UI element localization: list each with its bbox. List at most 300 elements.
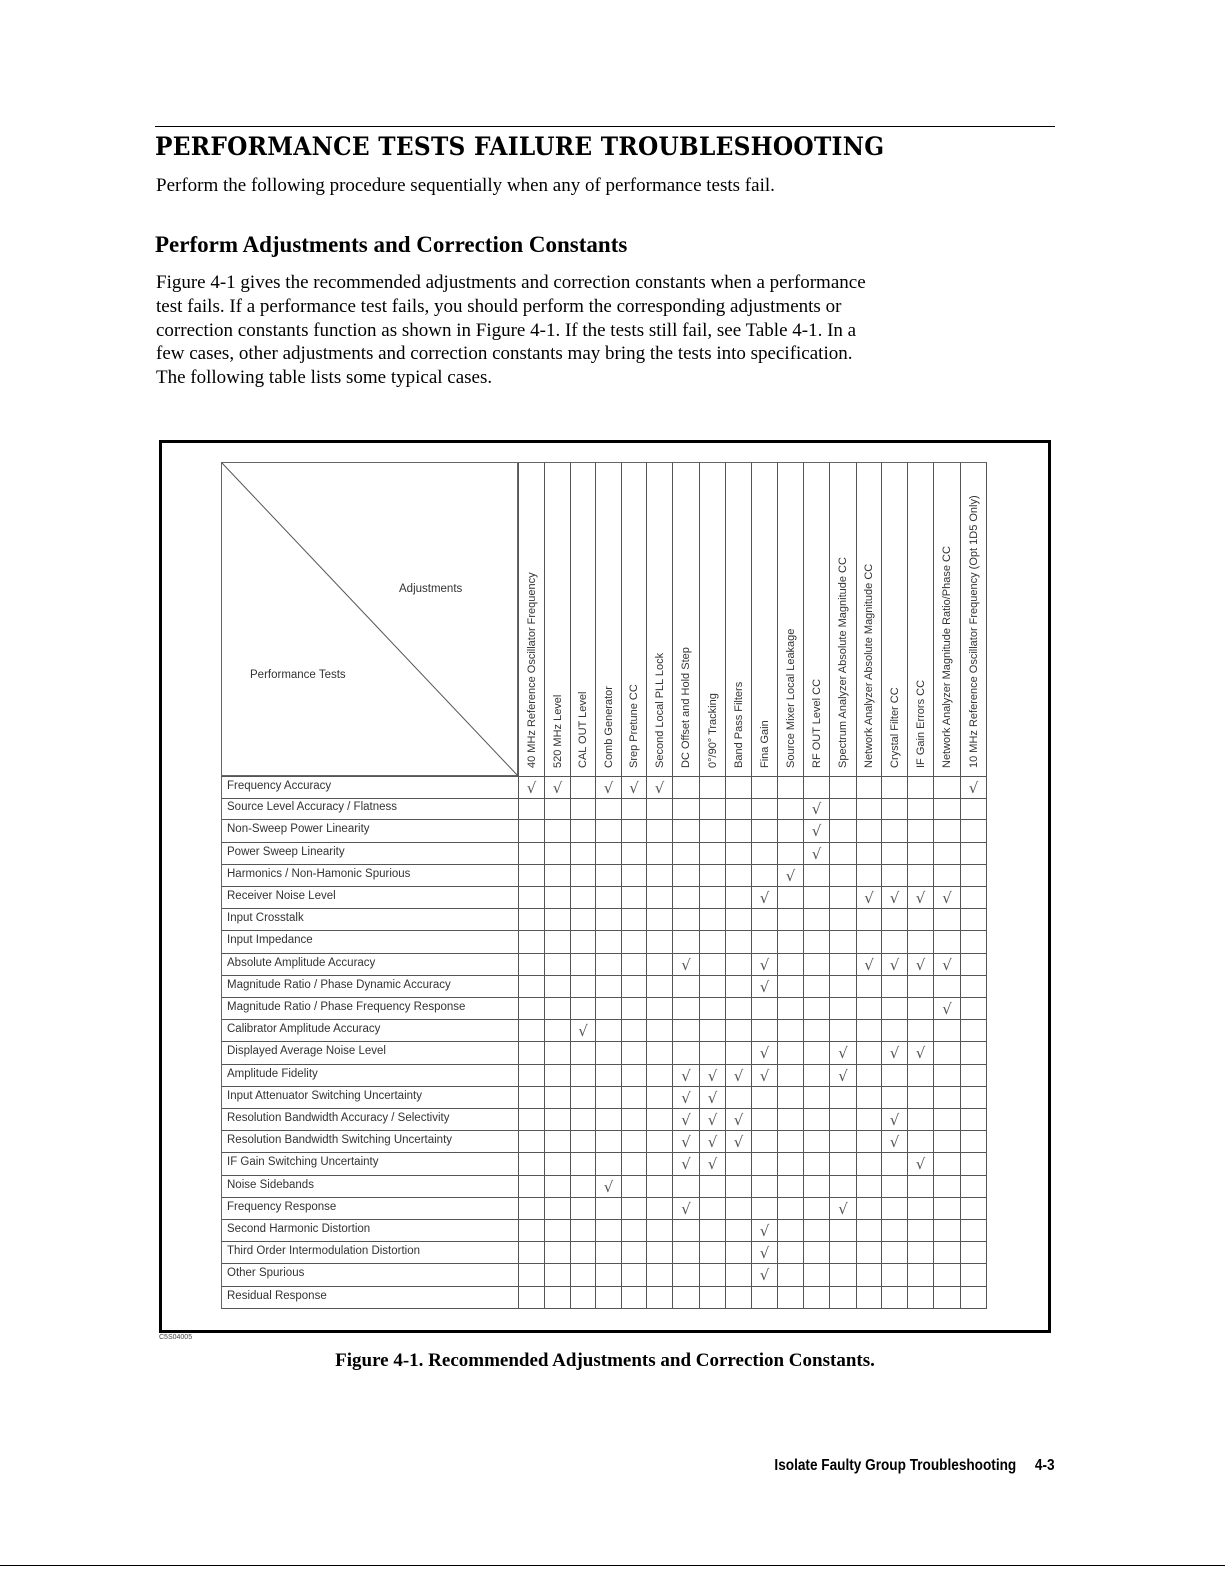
matrix-cell [934, 1109, 961, 1131]
checkmark-icon: √ [908, 1042, 934, 1064]
table-row [221, 798, 987, 820]
matrix-cell [961, 1087, 987, 1109]
matrix-cell [778, 1287, 804, 1309]
column-header [545, 462, 571, 776]
matrix-cell [752, 798, 778, 820]
matrix-cell [622, 798, 647, 820]
matrix-cell [700, 1264, 726, 1286]
matrix-cell [804, 954, 830, 976]
matrix-cell [726, 820, 752, 842]
checkmark-icon: √ [804, 843, 830, 865]
column-header [857, 462, 882, 776]
column-header [752, 462, 778, 776]
matrix-cell [673, 820, 700, 842]
matrix-cell [596, 1065, 622, 1087]
matrix-cell [647, 1220, 673, 1242]
column-header-label: Spectrum Analyzer Absolute Magnitude CC [837, 557, 849, 768]
bottom-rule [0, 1565, 1225, 1566]
matrix-cell [934, 976, 961, 998]
column-header-label: DC Offset and Hold Step [680, 647, 692, 768]
matrix-cell [700, 976, 726, 998]
performance-test-label: Non-Sweep Power Linearity [221, 820, 518, 842]
column-header-label: IF Gain Errors CC [914, 679, 927, 768]
matrix-cell [518, 1087, 545, 1109]
matrix-cell [571, 798, 596, 820]
matrix-cell [545, 998, 571, 1020]
matrix-cell [961, 1153, 987, 1175]
column-header [622, 462, 647, 776]
matrix-cell [647, 909, 673, 931]
matrix-cell [700, 777, 726, 799]
matrix-cell [700, 1220, 726, 1242]
matrix-cell [908, 1109, 934, 1131]
performance-test-label: Second Harmonic Distortion [221, 1220, 518, 1242]
matrix-cell [673, 777, 700, 799]
performance-test-label: Magnitude Ratio / Phase Frequency Response [221, 998, 518, 1020]
matrix-cell [518, 1109, 545, 1131]
matrix-cell [804, 1287, 830, 1309]
matrix-cell [830, 1153, 857, 1175]
matrix-cell [700, 998, 726, 1020]
matrix-cell [596, 1020, 622, 1042]
matrix-cell [518, 1287, 545, 1309]
matrix-cell [700, 798, 726, 820]
matrix-cell [961, 843, 987, 865]
matrix-cell [673, 843, 700, 865]
matrix-cell [571, 1287, 596, 1309]
performance-test-label: Displayed Average Noise Level [221, 1042, 518, 1064]
checkmark-icon: √ [830, 1065, 857, 1087]
matrix-cell [647, 976, 673, 998]
matrix-cell [857, 1153, 882, 1175]
checkmark-icon: √ [882, 1042, 908, 1064]
table-row [221, 1153, 987, 1175]
matrix-cell [934, 1287, 961, 1309]
matrix-cell [804, 976, 830, 998]
matrix-cell [961, 998, 987, 1020]
column-header [882, 462, 908, 776]
matrix-cell [908, 931, 934, 953]
matrix-cell [752, 931, 778, 953]
matrix-cell [518, 931, 545, 953]
table-row [221, 1220, 987, 1242]
matrix-cell [778, 909, 804, 931]
matrix-cell [647, 1020, 673, 1042]
matrix-cell [830, 1287, 857, 1309]
checkmark-icon: √ [700, 1153, 726, 1175]
matrix-cell [830, 1242, 857, 1264]
checkmark-icon: √ [908, 954, 934, 976]
checkmark-icon: √ [700, 1087, 726, 1109]
matrix-cell [518, 998, 545, 1020]
matrix-cell [647, 1242, 673, 1264]
matrix-cell [857, 820, 882, 842]
matrix-cell [857, 1087, 882, 1109]
column-header-label: Fina Gain [758, 720, 771, 768]
column-header-label: Second Local PLL Lock [653, 652, 666, 768]
matrix-cell [545, 1242, 571, 1264]
matrix-cell [647, 1198, 673, 1220]
column-header [908, 462, 934, 776]
matrix-cell [934, 1042, 961, 1064]
checkmark-icon: √ [673, 1198, 700, 1220]
column-header-label: Source Mixer Local Leakage [784, 628, 797, 768]
column-header-label: 40 MHz Reference Oscillator Frequency [525, 572, 538, 768]
matrix-cell [673, 865, 700, 887]
matrix-cell [518, 865, 545, 887]
matrix-cell [571, 954, 596, 976]
column-header [934, 462, 961, 776]
matrix-cell [857, 976, 882, 998]
matrix-cell [622, 998, 647, 1020]
matrix-cell [726, 954, 752, 976]
matrix-cell [830, 865, 857, 887]
matrix-cell [700, 1198, 726, 1220]
matrix-cell [882, 1198, 908, 1220]
matrix-cell [518, 1065, 545, 1087]
matrix-cell [804, 1153, 830, 1175]
matrix-cell [934, 1176, 961, 1198]
matrix-cell [726, 998, 752, 1020]
matrix-cell [752, 843, 778, 865]
table-row [221, 1020, 987, 1042]
matrix-cell [934, 1153, 961, 1175]
matrix-cell [622, 865, 647, 887]
matrix-cell [908, 1020, 934, 1042]
matrix-cell [622, 1220, 647, 1242]
table-row [221, 954, 987, 976]
matrix-cell [882, 865, 908, 887]
matrix-cell [622, 1176, 647, 1198]
matrix-cell [726, 1020, 752, 1042]
matrix-cell [934, 820, 961, 842]
matrix-cell [830, 1109, 857, 1131]
matrix-cell [804, 865, 830, 887]
matrix-cell [726, 909, 752, 931]
matrix-cell [647, 865, 673, 887]
performance-tests-axis-label: Performance Tests [250, 669, 346, 681]
matrix-cell [752, 1287, 778, 1309]
table-row [221, 1287, 987, 1309]
column-header-label: CAL OUT Level [577, 691, 589, 768]
matrix-cell [673, 998, 700, 1020]
matrix-cell [700, 1287, 726, 1309]
checkmark-icon: √ [726, 1109, 752, 1131]
performance-test-label: Resolution Bandwidth Switching Uncertainty [221, 1131, 518, 1153]
checkmark-icon: √ [752, 954, 778, 976]
figure-id-label: C5S04005 [159, 1334, 193, 1341]
matrix-cell [518, 1176, 545, 1198]
checkmark-icon: √ [647, 777, 673, 799]
table-row [221, 1065, 987, 1087]
matrix-cell [804, 1065, 830, 1087]
matrix-cell [518, 798, 545, 820]
matrix-cell [934, 865, 961, 887]
matrix-cell [857, 777, 882, 799]
table-row [221, 865, 987, 887]
matrix-cell [518, 976, 545, 998]
matrix-cell [647, 1087, 673, 1109]
matrix-cell [857, 1264, 882, 1286]
matrix-cell [726, 1287, 752, 1309]
matrix-cell [545, 1109, 571, 1131]
matrix-cell [882, 931, 908, 953]
checkmark-icon: √ [673, 1131, 700, 1153]
checkmark-icon: √ [934, 887, 961, 909]
matrix-cell [882, 1065, 908, 1087]
matrix-cell [545, 820, 571, 842]
column-header [804, 462, 830, 776]
matrix-cell [673, 909, 700, 931]
matrix-cell [700, 909, 726, 931]
matrix-cell [908, 820, 934, 842]
table-row [221, 976, 987, 998]
column-header [830, 462, 857, 776]
matrix-cell [857, 1042, 882, 1064]
matrix-cell [908, 777, 934, 799]
matrix-cell [934, 1020, 961, 1042]
matrix-cell [961, 931, 987, 953]
checkmark-icon: √ [857, 887, 882, 909]
matrix-cell [778, 798, 804, 820]
matrix-cell [647, 1153, 673, 1175]
matrix-cell [908, 1264, 934, 1286]
matrix-cell [908, 1087, 934, 1109]
checkmark-icon: √ [961, 777, 987, 799]
matrix-cell [571, 1264, 596, 1286]
matrix-cell [882, 820, 908, 842]
matrix-cell [778, 820, 804, 842]
paragraph-line: few cases, other adjustments and correction constants may bring the tests into specification. [156, 343, 853, 365]
matrix-cell [622, 1242, 647, 1264]
matrix-cell [778, 1065, 804, 1087]
matrix-cell [882, 1242, 908, 1264]
matrix-cell [673, 976, 700, 998]
matrix-cell [882, 798, 908, 820]
matrix-cell [778, 887, 804, 909]
matrix-cell [857, 998, 882, 1020]
matrix-cell [908, 1131, 934, 1153]
matrix-cell [778, 1131, 804, 1153]
paragraph-line: Figure 4-1 gives the recommended adjustments and correction constants when a performance [156, 272, 866, 293]
matrix-cell [830, 909, 857, 931]
matrix-cell [804, 909, 830, 931]
matrix-cell [596, 798, 622, 820]
matrix-cell [908, 1220, 934, 1242]
table-row [221, 1109, 987, 1131]
matrix-cell [752, 1153, 778, 1175]
matrix-cell [596, 1287, 622, 1309]
matrix-cell [545, 1264, 571, 1286]
matrix-cell [882, 1087, 908, 1109]
matrix-cell [647, 1065, 673, 1087]
matrix-cell [545, 1153, 571, 1175]
table-row [221, 1242, 987, 1264]
checkmark-icon: √ [752, 1264, 778, 1286]
matrix-cell [961, 1065, 987, 1087]
matrix-cell [908, 1065, 934, 1087]
matrix-cell [804, 1109, 830, 1131]
matrix-cell [726, 976, 752, 998]
matrix-cell [596, 954, 622, 976]
table-row [221, 931, 987, 953]
matrix-cell [518, 887, 545, 909]
column-header [700, 462, 726, 776]
matrix-cell [571, 777, 596, 799]
body-paragraph [156, 271, 1046, 390]
matrix-cell [882, 1220, 908, 1242]
matrix-cell [726, 1242, 752, 1264]
performance-test-label: Receiver Noise Level [221, 887, 518, 909]
matrix-cell [622, 887, 647, 909]
section-heading: Perform Adjustments and Correction Constants [155, 232, 628, 257]
matrix-cell [571, 976, 596, 998]
column-header [726, 462, 752, 776]
matrix-cell [647, 798, 673, 820]
matrix-cell [726, 931, 752, 953]
table-row [221, 820, 987, 842]
matrix-cell [752, 909, 778, 931]
matrix-cell [647, 820, 673, 842]
table-row [221, 998, 987, 1020]
checkmark-icon: √ [908, 1153, 934, 1175]
matrix-cell [908, 998, 934, 1020]
matrix-cell [961, 1242, 987, 1264]
matrix-cell [726, 1198, 752, 1220]
matrix-cell [571, 1087, 596, 1109]
checkmark-icon: √ [622, 777, 647, 799]
matrix-cell [752, 820, 778, 842]
matrix-cell [545, 798, 571, 820]
matrix-cell [596, 1131, 622, 1153]
matrix-cell [571, 1109, 596, 1131]
intro-text: Perform the following procedure sequentially when any of performance tests fail. [156, 175, 775, 196]
performance-test-label: Calibrator Amplitude Accuracy [221, 1020, 518, 1042]
checkmark-icon: √ [700, 1109, 726, 1131]
table-row [221, 776, 987, 799]
matrix-cell [778, 1020, 804, 1042]
matrix-cell [545, 1042, 571, 1064]
matrix-cell [961, 1198, 987, 1220]
matrix-cell [571, 1220, 596, 1242]
column-header-label: Comb Generator [602, 686, 615, 768]
matrix-cell [647, 1287, 673, 1309]
checkmark-icon: √ [673, 1109, 700, 1131]
paragraph-line: correction constants function as shown in Figure 4-1. If the tests still fail, see Table 4-1. In a [156, 319, 857, 341]
matrix-cell [545, 1020, 571, 1042]
matrix-cell [571, 865, 596, 887]
matrix-cell [804, 1176, 830, 1198]
table-row [221, 1042, 987, 1064]
matrix-cell [518, 843, 545, 865]
matrix-cell [647, 1042, 673, 1064]
performance-test-label: Third Order Intermodulation Distortion [221, 1242, 518, 1264]
checkmark-icon: √ [571, 1020, 596, 1042]
matrix-cell [804, 1131, 830, 1153]
matrix-cell [700, 954, 726, 976]
matrix-cell [908, 798, 934, 820]
matrix-cell [518, 1020, 545, 1042]
matrix-cell [700, 1042, 726, 1064]
matrix-cell [673, 1220, 700, 1242]
checkmark-icon: √ [934, 954, 961, 976]
checkmark-icon: √ [804, 820, 830, 842]
matrix-cell [830, 1264, 857, 1286]
matrix-cell [934, 1264, 961, 1286]
column-header-label: 520 MHz Level [551, 694, 564, 768]
matrix-cell [804, 1220, 830, 1242]
matrix-cell [647, 1131, 673, 1153]
matrix-cell [934, 909, 961, 931]
matrix-cell [830, 1176, 857, 1198]
diagonal-divider-icon [222, 463, 519, 777]
matrix-cell [622, 1153, 647, 1175]
matrix-cell [778, 998, 804, 1020]
matrix-cell [752, 777, 778, 799]
column-header [673, 462, 700, 776]
matrix-cell [857, 1131, 882, 1153]
matrix-cell [961, 1131, 987, 1153]
checkmark-icon: √ [882, 1131, 908, 1153]
matrix-cell [647, 931, 673, 953]
performance-test-label: Harmonics / Non-Hamonic Spurious [221, 865, 518, 887]
checkmark-icon: √ [830, 1042, 857, 1064]
matrix-cell [778, 1087, 804, 1109]
matrix-cell [545, 1198, 571, 1220]
matrix-cell [622, 1109, 647, 1131]
table-row [221, 1176, 987, 1198]
page-number: 4-3 [1035, 1457, 1055, 1474]
matrix-cell [804, 998, 830, 1020]
matrix-cell [622, 1020, 647, 1042]
matrix-cell [752, 1109, 778, 1131]
matrix-cell [596, 931, 622, 953]
matrix-cell [700, 865, 726, 887]
matrix-cell [908, 1198, 934, 1220]
matrix-cell [596, 1153, 622, 1175]
matrix-cell [804, 1198, 830, 1220]
performance-test-label: Residual Response [221, 1287, 518, 1309]
matrix-cell [596, 843, 622, 865]
matrix-cell [934, 1087, 961, 1109]
matrix-cell [545, 1176, 571, 1198]
matrix-cell [700, 887, 726, 909]
adjustments-axis-label: Adjustments [399, 583, 463, 595]
matrix-cell [857, 1176, 882, 1198]
matrix-cell [545, 1220, 571, 1242]
matrix-cell [596, 887, 622, 909]
matrix-cell [830, 1087, 857, 1109]
checkmark-icon: √ [752, 976, 778, 998]
matrix-cell [830, 843, 857, 865]
matrix-cell [961, 909, 987, 931]
matrix-cell [752, 1131, 778, 1153]
matrix-cell [545, 843, 571, 865]
performance-test-label: Source Level Accuracy / Flatness [221, 798, 518, 820]
matrix-cell [778, 1242, 804, 1264]
matrix-cell [961, 1264, 987, 1286]
matrix-cell [726, 798, 752, 820]
matrix-cell [908, 976, 934, 998]
matrix-cell [571, 998, 596, 1020]
matrix-cell [778, 1109, 804, 1131]
matrix-cell [673, 1242, 700, 1264]
performance-test-label: IF Gain Switching Uncertainty [221, 1153, 518, 1175]
checkmark-icon: √ [830, 1198, 857, 1220]
column-header [961, 462, 987, 776]
matrix-cell [857, 798, 882, 820]
matrix-cell [596, 1242, 622, 1264]
